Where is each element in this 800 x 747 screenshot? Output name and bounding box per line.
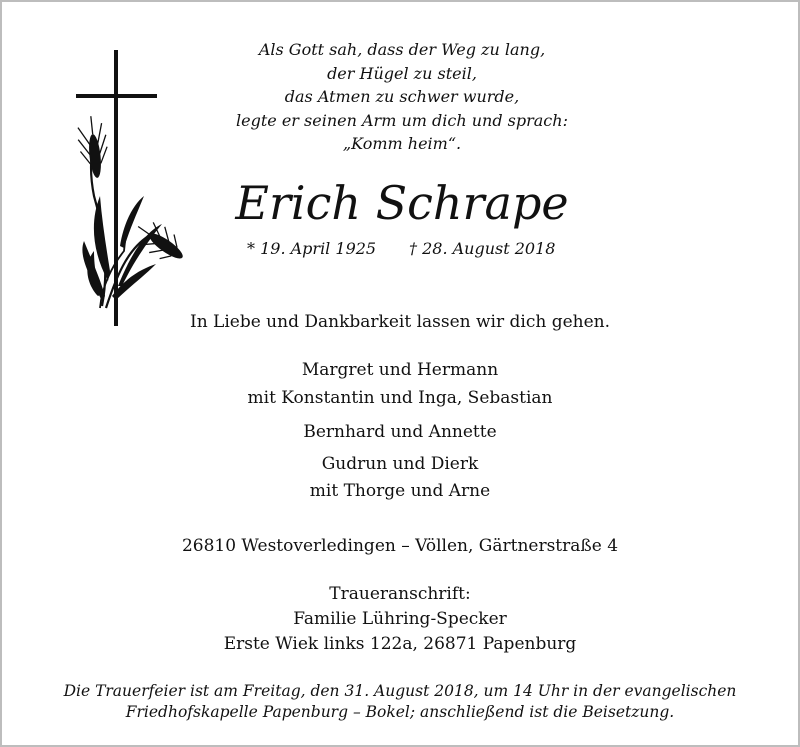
life-dates xyxy=(247,238,567,260)
farewell-text: In Liebe und Dankbarkeit lassen wir dich gehen. xyxy=(189,312,611,332)
service-note-line: Die Trauerfeier ist am Freitag, den 31. August 2018, um 14 Uhr in der evangelischen xyxy=(63,682,737,700)
death-date: † 28. August 2018 xyxy=(409,239,556,258)
service-note xyxy=(22,681,778,723)
mourner-line: Gudrun und Dierk xyxy=(321,454,479,474)
mourner-line: Bernhard und Annette xyxy=(303,422,497,442)
poem-line: der Hügel zu steil, xyxy=(327,63,477,83)
mourner-line: Margret und Hermann xyxy=(301,360,499,380)
poem xyxy=(202,38,602,156)
poem-line: „Komm heim“. xyxy=(342,134,462,154)
condolence-name: Familie Lühring-Specker xyxy=(293,609,507,629)
birth-date: * 19. April 1925 xyxy=(247,239,377,258)
condolence-street: Erste Wiek links 122a, 26871 Papenburg xyxy=(223,634,577,654)
mourner-line: mit Thorge und Arne xyxy=(309,481,491,501)
family-address: 26810 Westoverledingen – Völlen, Gärtnerstraße 4 xyxy=(181,536,619,556)
condolence-label: Traueranschrift: xyxy=(329,584,471,604)
mourner-line: mit Konstantin und Inga, Sebastian xyxy=(247,388,553,408)
deceased-name: Erich Schrape xyxy=(235,176,569,230)
poem-line: das Atmen zu schwer wurde, xyxy=(284,87,520,107)
poem-line: legte er seinen Arm um dich und sprach: xyxy=(236,110,568,130)
service-note-line: Friedhofskapelle Papenburg – Bokel; anschließend ist die Beisetzung. xyxy=(125,703,675,721)
poem-line: Als Gott sah, dass der Weg zu lang, xyxy=(258,40,546,59)
